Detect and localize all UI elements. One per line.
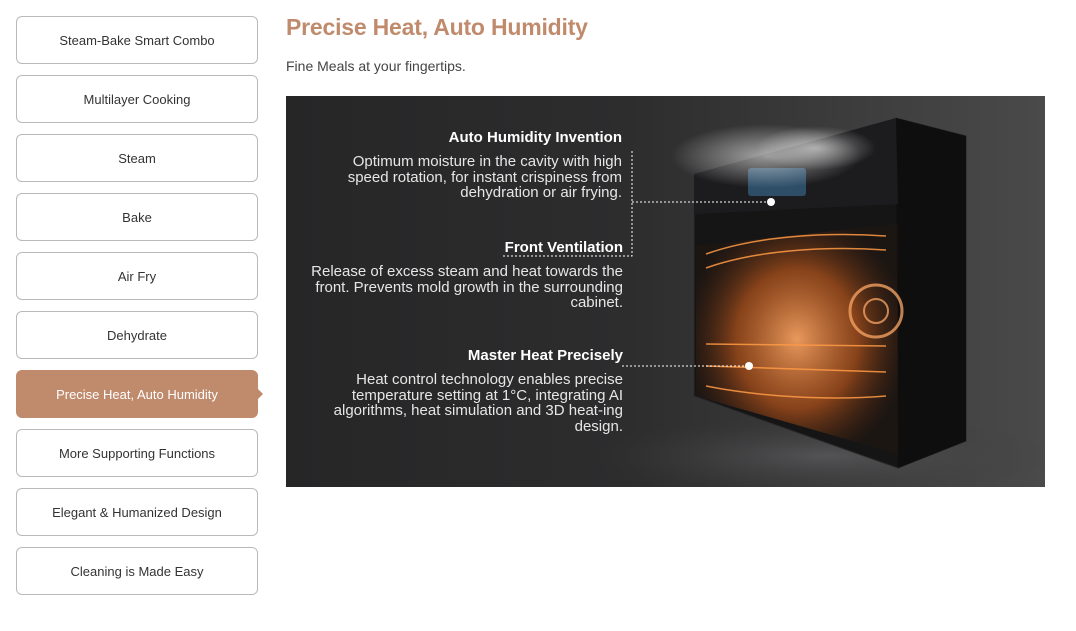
- section-title: Precise Heat, Auto Humidity: [286, 14, 588, 40]
- feature-master-heat: [310, 347, 623, 434]
- tab-more-supporting-functions[interactable]: More Supporting Functions: [16, 429, 258, 477]
- tab-bake[interactable]: Bake: [16, 193, 258, 241]
- tab-cleaning-made-easy[interactable]: Cleaning is Made Easy: [16, 547, 258, 595]
- feature-description: Release of excess steam and heat towards the front. Prevents mold growth in the surrounding cabinet.: [311, 263, 623, 311]
- feature-auto-humidity: [310, 129, 622, 201]
- tab-steam-bake-smart-combo[interactable]: Steam-Bake Smart Combo: [16, 16, 258, 64]
- feature-title: Master Heat Precisely: [467, 347, 623, 364]
- feature-image-panel: [286, 96, 1045, 487]
- tab-multilayer-cooking[interactable]: Multilayer Cooking: [16, 75, 258, 123]
- tab-steam[interactable]: Steam: [16, 134, 258, 182]
- tab-air-fry[interactable]: Air Fry: [16, 252, 258, 300]
- tab-precise-heat-auto-humidity[interactable]: Precise Heat, Auto Humidity: [16, 370, 258, 418]
- feature-front-ventilation: [310, 239, 623, 311]
- tab-dehydrate[interactable]: Dehydrate: [16, 311, 258, 359]
- callout-dot-top: [767, 198, 775, 206]
- feature-tab-list: [16, 16, 258, 606]
- feature-title: Auto Humidity Invention: [448, 129, 622, 146]
- feature-title: Front Ventilation: [504, 239, 623, 256]
- feature-description: Optimum moisture in the cavity with high speed rotation, for instant crispiness from dehydration or air frying.: [347, 153, 622, 201]
- tab-elegant-humanized-design[interactable]: Elegant & Humanized Design: [16, 488, 258, 536]
- feature-description: Heat control technology enables precise temperature setting at 1°C, integrating AI algorithms, heat simulation and 3D heat-ing design.: [333, 371, 623, 435]
- callout-dot-bottom: [745, 362, 753, 370]
- section-subtitle: Fine Meals at your fingertips.: [286, 58, 466, 74]
